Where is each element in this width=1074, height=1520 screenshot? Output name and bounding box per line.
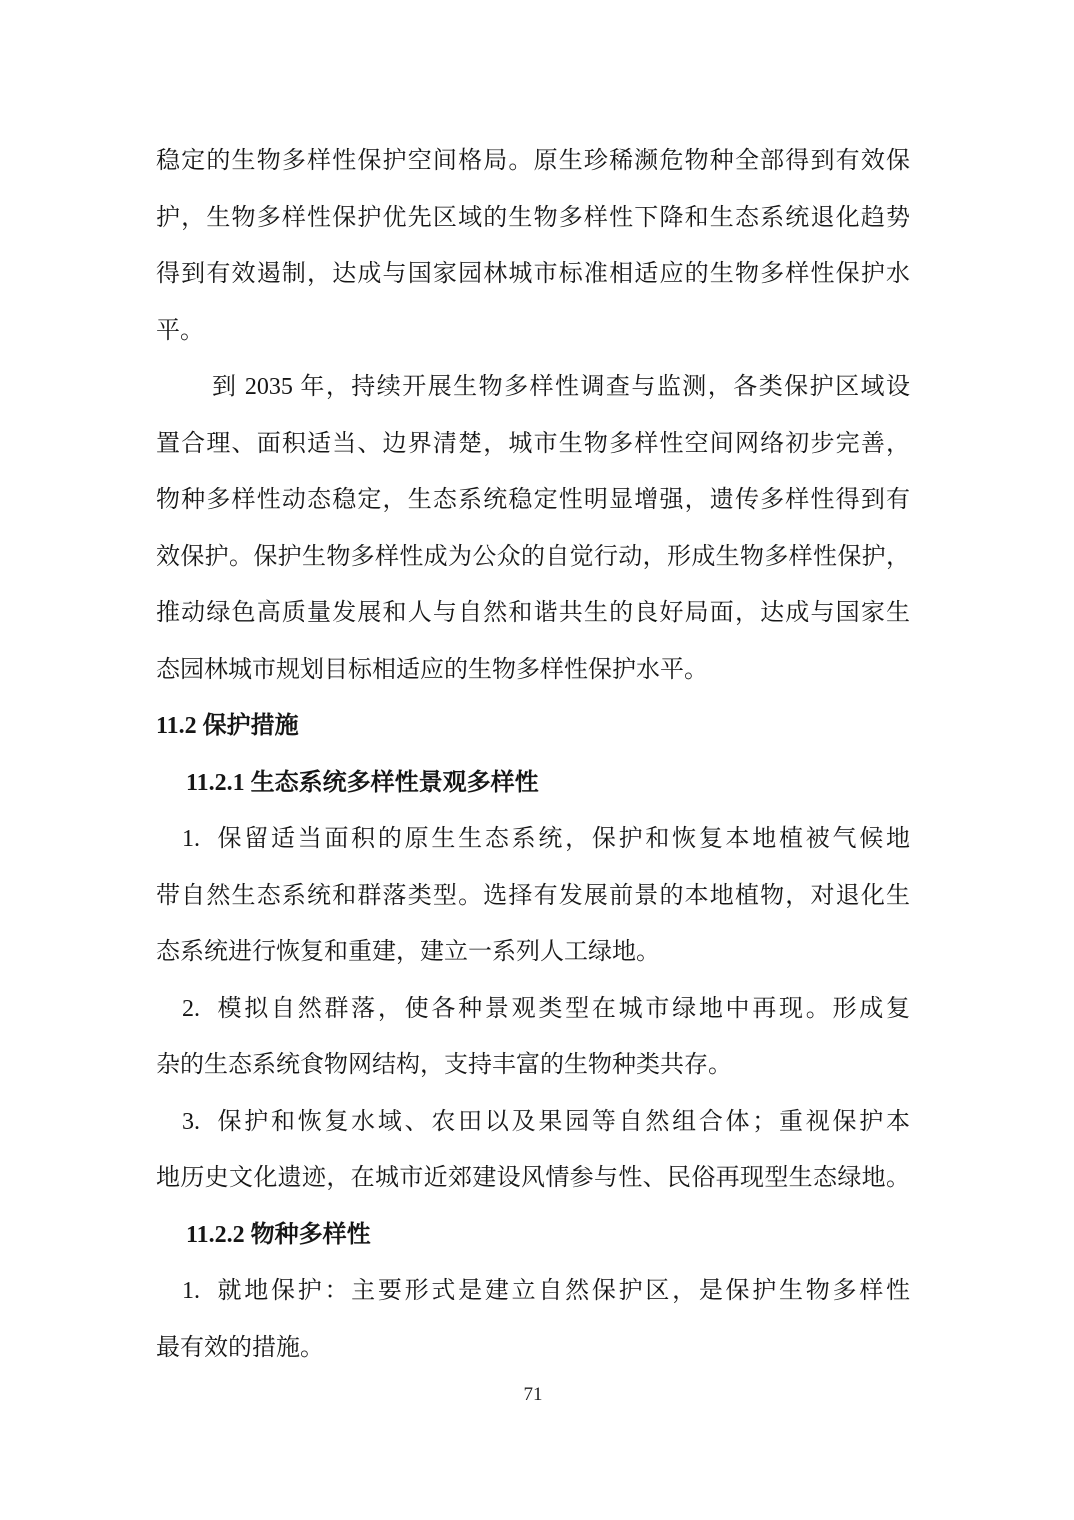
body-text-line: 态系统进行恢复和重建，建立一系列人工绿地。 [156,939,660,965]
body-text-line: 地历史文化遗迹，在城市近郊建设风情参与性、民俗再现型生态绿地。 [156,1165,910,1191]
section-heading-11-2: 11.2 保护措施 [156,713,299,739]
list-item-line: 3. 保护和恢复水域、农田以及果园等自然组合体；重视保护本 [182,1108,910,1135]
body-text-line: 得到有效遏制，达成与国家园林城市标准相适应的生物多样性保护水 [156,261,910,287]
body-text-line: 稳定的生物多样性保护空间格局。原生珍稀濒危物种全部得到有效保 [156,148,910,174]
subsection-heading-11-2-1: 11.2.1 生态系统多样性景观多样性 [186,769,539,796]
body-text-line: 置合理、面积适当、边界清楚，城市生物多样性空间网络初步完善， [156,430,910,457]
list-item-line: 2. 模拟自然群落，使各种景观类型在城市绿地中再现。形成复 [182,995,910,1022]
body-text-line: 效保护。保护生物多样性成为公众的自觉行动，形成生物多样性保护， [156,543,910,570]
body-text-line: 平。 [156,317,204,344]
page-number: 71 [523,1384,543,1405]
body-text-line: 到 2035 年，持续开展生物多样性调查与监测，各类保护区域设 [212,374,910,400]
body-text-line: 杂的生态系统食物网结构，支持丰富的生物种类共存。 [156,1052,732,1078]
list-item-line: 1. 保留适当面积的原生生态系统，保护和恢复本地植被气候地 [182,826,910,852]
body-text-line: 推动绿色高质量发展和人与自然和谐共生的良好局面，达成与国家生 [156,600,910,626]
body-text-line: 最有效的措施。 [156,1334,324,1361]
list-item-line: 1. 就地保护：主要形式是建立自然保护区，是保护生物多样性 [182,1278,910,1304]
subsection-heading-11-2-2: 11.2.2 物种多样性 [186,1221,371,1248]
body-text-line: 护，生物多样性保护优先区域的生物多样性下降和生态系统退化趋势 [156,204,910,231]
body-text-line: 物种多样性动态稳定，生态系统稳定性明显增强，遗传多样性得到有 [156,487,910,513]
body-text-line: 带自然生态系统和群落类型。选择有发展前景的本地植物，对退化生 [156,882,910,909]
text-block [156,133,910,1376]
body-text-line: 态园林城市规划目标相适应的生物多样性保护水平。 [156,656,708,683]
